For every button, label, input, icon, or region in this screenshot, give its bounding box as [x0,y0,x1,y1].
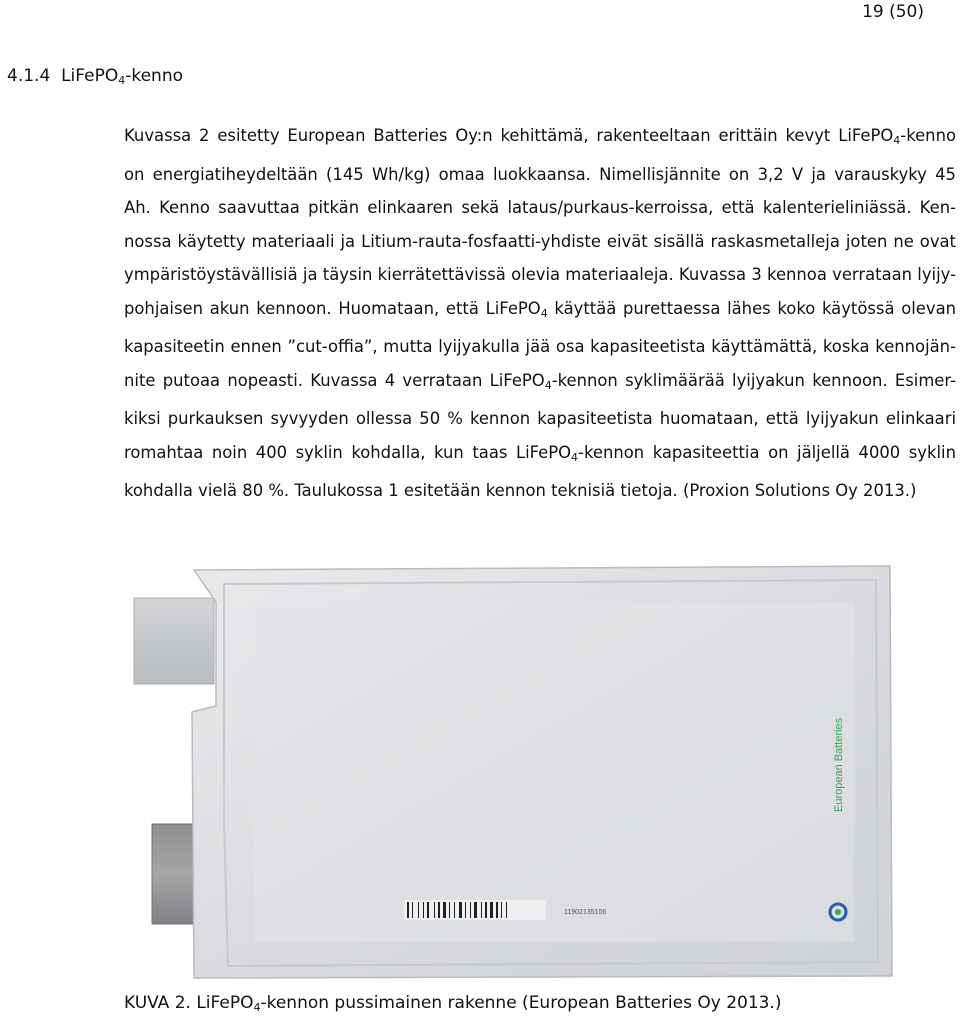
barcode-bar [465,902,466,918]
barcode-bar [501,902,502,918]
paragraph-line: nite putoaa nopeasti. Kuvassa 4 verrataan LiFePO$_4$-kennon syklimäärää lyijyakun kennoon. Esimer- [124,370,956,392]
barcode-bar [470,902,471,918]
barcode [404,900,546,920]
barcode-bar [474,902,477,918]
barcode-bar [490,902,493,918]
paragraph-line: kohdalla vielä 80 %. Taulukossa 1 esitetään kennon teknisiä tietoja. (Proxion Solutions Oy 2013.) [124,481,917,500]
paragraph-line: kiksi purkauksen syvyyden ollessa 50 % kennon kapasiteetista huomataan, että lyijyakun elinkaari [124,409,956,428]
page-number: 19 (50) [862,2,924,22]
barcode-bar [496,902,498,918]
barcode-bar [412,902,413,918]
barcode-bar [438,902,440,918]
svg-text:European Batteries: European Batteries [833,717,845,812]
body-paragraph [124,119,956,508]
paragraph-line: nossa käytetty materiaali ja Litium-rauta-fosfaatti-yhdiste eivät sisällä raskasmetalleja joten ne ovat [124,231,956,251]
paragraph-line: Ah. Kenno saavuttaa pitkän elinkaaren sekä lataus/purkaus-kerroissa, että kalenterieliniässä. Ken- [124,198,956,217]
barcode-bar [418,902,419,918]
battery-cell-illustration [124,562,899,982]
figure-caption: KUVA 2. LiFePO$_4$-kennon pussimainen rakenne (European Batteries Oy 2013.) [124,993,782,1014]
paragraph-line: pohjaisen akun kennoon. Huomataan, että LiFePO$_4$ käyttää purettaessa lähes koko käytössä olevan [124,298,957,320]
section-number: 4.1.4 [7,66,51,86]
barcode-bar [506,902,507,918]
heading-subscript: 4 [118,74,126,87]
heading-text-suffix: -kenno [125,66,184,86]
paragraph-line: on energiatiheydeltään (145 Wh/kg) omaa luokkaansa. Nimellisjännite on 3,2 V ja varauskyky 45 [124,164,956,184]
barcode-bar [481,902,482,918]
barcode-bar [485,902,487,918]
section-heading [7,66,183,87]
paragraph-line: romahtaa noin 400 syklin kohdalla, kun taas LiFePO$_4$-kennon kapasiteettia on jäljellä 4000 syklin [124,442,956,464]
barcode-bar [454,902,455,918]
european-batteries-logo [833,717,845,812]
barcode-bar [423,902,424,918]
paragraph-line: kapasiteetin ennen ”cut-offia”, mutta lyijyakulla jää osa kapasiteetista käyttämättä, koska kennojän- [124,337,956,356]
heading-text: LiFePO [61,66,119,86]
barcode-number: 11902135106 [564,909,607,916]
paragraph-line: Kuvassa 2 esitetty European Batteries Oy:n kehittämä, rakenteeltaan erittäin kevyt LiFePO$_4$-kenno [124,126,956,147]
barcode-bar [407,902,409,918]
battery-cell-photo [124,562,899,982]
barcode-bar [427,902,429,918]
barcode-bar [434,902,435,918]
barcode-bar [443,902,446,918]
paragraph-line: ympäristöystävällisiä ja täysin kierrätettävissä olevia materiaaleja. Kuvassa 3 kennoa verrataan lyijy- [124,265,956,284]
positive-tab [134,598,214,684]
barcode-bar [459,902,462,918]
barcode-bar [449,902,450,918]
